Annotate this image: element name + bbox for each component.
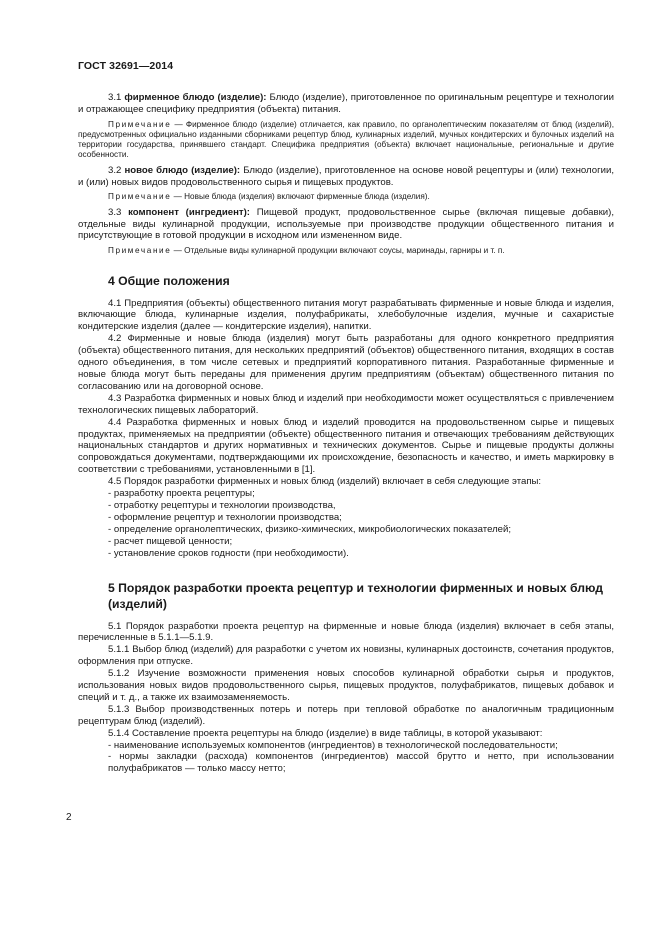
note xyxy=(78,192,614,202)
term: новое блюдо (изделие): xyxy=(124,164,241,176)
definition: Блюдо (изделие), приготовленное на основе новой рецептуры и (или) технологии, и (или) новых видов продовольственного сырья и пищевых продуктов. xyxy=(78,164,614,188)
list-item: - определение органолептических, физико-химических, микробиологических показателей; xyxy=(108,523,512,535)
list-item: - установление сроков годности (при необходимости). xyxy=(108,547,349,559)
definition: Блюдо (изделие), приготовленное по оригинальным рецептуре и технологии и отражающее специфику предприятия (объекта) питания. xyxy=(78,92,614,115)
list-item: - отработку рецептуры и технологии производства, xyxy=(108,499,336,511)
note xyxy=(78,246,614,256)
stages-list xyxy=(78,488,614,559)
clause-4-5: 4.5 Порядок разработки фирменных и новых блюд (изделий) включает в себя следующие этапы: xyxy=(108,476,542,488)
list-item: - наименование используемых компонентов (ингредиентов) в технологической последовательности; xyxy=(108,739,558,751)
section-5-heading: 5 Порядок разработки проекта рецептур и технологии фирменных и новых блюд (изделий) xyxy=(108,580,603,611)
note-label: Примечание xyxy=(108,192,172,202)
standard-header: ГОСТ 32691—2014 xyxy=(78,60,174,72)
clause-number: 3.3 xyxy=(108,206,122,218)
list-item: - разработку проекта рецептуры; xyxy=(108,488,255,500)
note xyxy=(78,120,614,161)
term: компонент (ингредиент): xyxy=(128,206,250,218)
term: фирменное блюдо (изделие): xyxy=(124,92,267,103)
document-body xyxy=(78,92,614,775)
section-4-heading: 4 Общие положения xyxy=(108,273,230,288)
clause-number: 3.2 xyxy=(108,164,122,176)
clause-5-1-4: 5.1.4 Составление проекта рецептуры на блюдо (изделие) в виде таблицы, в которой указывают: xyxy=(108,727,543,739)
list-item: - расчет пищевой ценности; xyxy=(108,535,233,547)
clause-4-1: 4.1 Предприятия (объекты) общественного питания могут разрабатывать фирменные и новые блюда и изделия, включающие блюда, кулинарные изделия, полуфабрикаты, хлебобулочные изделия, мучные и сахаристые кондитерские изделия (далее — кондитерские изделия), напитки. xyxy=(78,297,614,333)
clause-3-1 xyxy=(78,92,614,116)
note-text: — Новые блюда (изделия) включают фирменные блюда (изделия). xyxy=(173,192,430,202)
clause-5-1-3: 5.1.3 Выбор производственных потерь и потерь при тепловой обработке по аналогичным традиционным рецептурам блюд (изделий). xyxy=(78,703,614,727)
list-item: - нормы закладки (расхода) компонентов (ингредиентов) массой брутто и нетто, при использовании полуфабрикатов — только массу нетто; xyxy=(108,751,614,775)
note-label: Примечание xyxy=(108,246,172,256)
clause-4-2: 4.2 Фирменные и новые блюда (изделия) могут быть разработаны для одного конкретного предприятия (объекта) общественного питания, для нескольких предприятий (объектов) общественного питания, входящих в состав одного объединения, в том числе сетевых и предприятий корпоративного питания. Разработанные фирменные и новые блюда могут быть переданы для применения другим предприятиям (объектам) общественного питания по согласованию или на договорной основе. xyxy=(78,333,614,392)
note-text: — Отдельные виды кулинарной продукции включают соусы, маринады, гарниры и т. п. xyxy=(173,246,505,256)
clause-4-4: 4.4 Разработка фирменных и новых блюд и изделий проводится на продовольственном сырье и пищевых продуктах, применяемых на предприятии (объекте) общественного питания и отвечающих требованиям действующих национальных стандартов и других нормативных и технических документов. Сырье и пищевые продукты должны сопровождаться документами, подтверждающими их происхождение, безопасность и качество, и иметь маркировку в соответствии с требованиями, установленными в [1]. xyxy=(78,416,614,476)
recipe-table-items xyxy=(78,740,614,776)
clause-3-3 xyxy=(78,207,614,243)
clause-5-1-2: 5.1.2 Изучение возможности применения новых способов кулинарной обработки сырья и продуктов, использования новых видов продовольственного сырья, пищевых продуктов, полуфабрикатов, пищевых добавок и специй и т. д., а также их взаимозаменяемость. xyxy=(78,668,614,703)
note-label: Примечание xyxy=(108,119,172,129)
definition: Пищевой продукт, продовольственное сырье (включая пищевые добавки), отдельные виды кулинарной продукции, используемые при производстве продукции общественного питания и присутствующие в готовой продукции в исходном или измененном виде. xyxy=(78,206,614,242)
clause-3-2 xyxy=(78,165,614,189)
clause-number: 3.1 xyxy=(108,92,122,103)
list-item: - оформление рецептур и технологии производства; xyxy=(108,511,342,523)
clause-4-3: 4.3 Разработка фирменных и новых блюд и изделий при необходимости может осуществляться с привлечением технологических пищевых лабораторий. xyxy=(78,392,614,416)
clause-5-1: 5.1 Порядок разработки проекта рецептур на фирменные и новые блюда (изделия) включает в себя этапы, перечисленные в 5.1.1—5.1.9. xyxy=(78,620,614,644)
clause-5-1-1: 5.1.1 Выбор блюд (изделий) для разработки с учетом их новизны, кулинарных достоинств, сочетания продуктов, оформления при отпуске. xyxy=(78,644,614,668)
note-text: — Фирменное блюдо (изделие) отличается, как правило, по органолептическим показателям от блюд (изделий), предусмотренных официально изданными сборниками рецептур блюд, кулинарных изделий, мучных кондитерских и булочных изделий на территории государства, принявшего стандарт. Специфика предприятия (объекта) включает национальные, региональные и другие особенности. xyxy=(78,119,614,160)
page-number: 2 xyxy=(66,812,72,823)
